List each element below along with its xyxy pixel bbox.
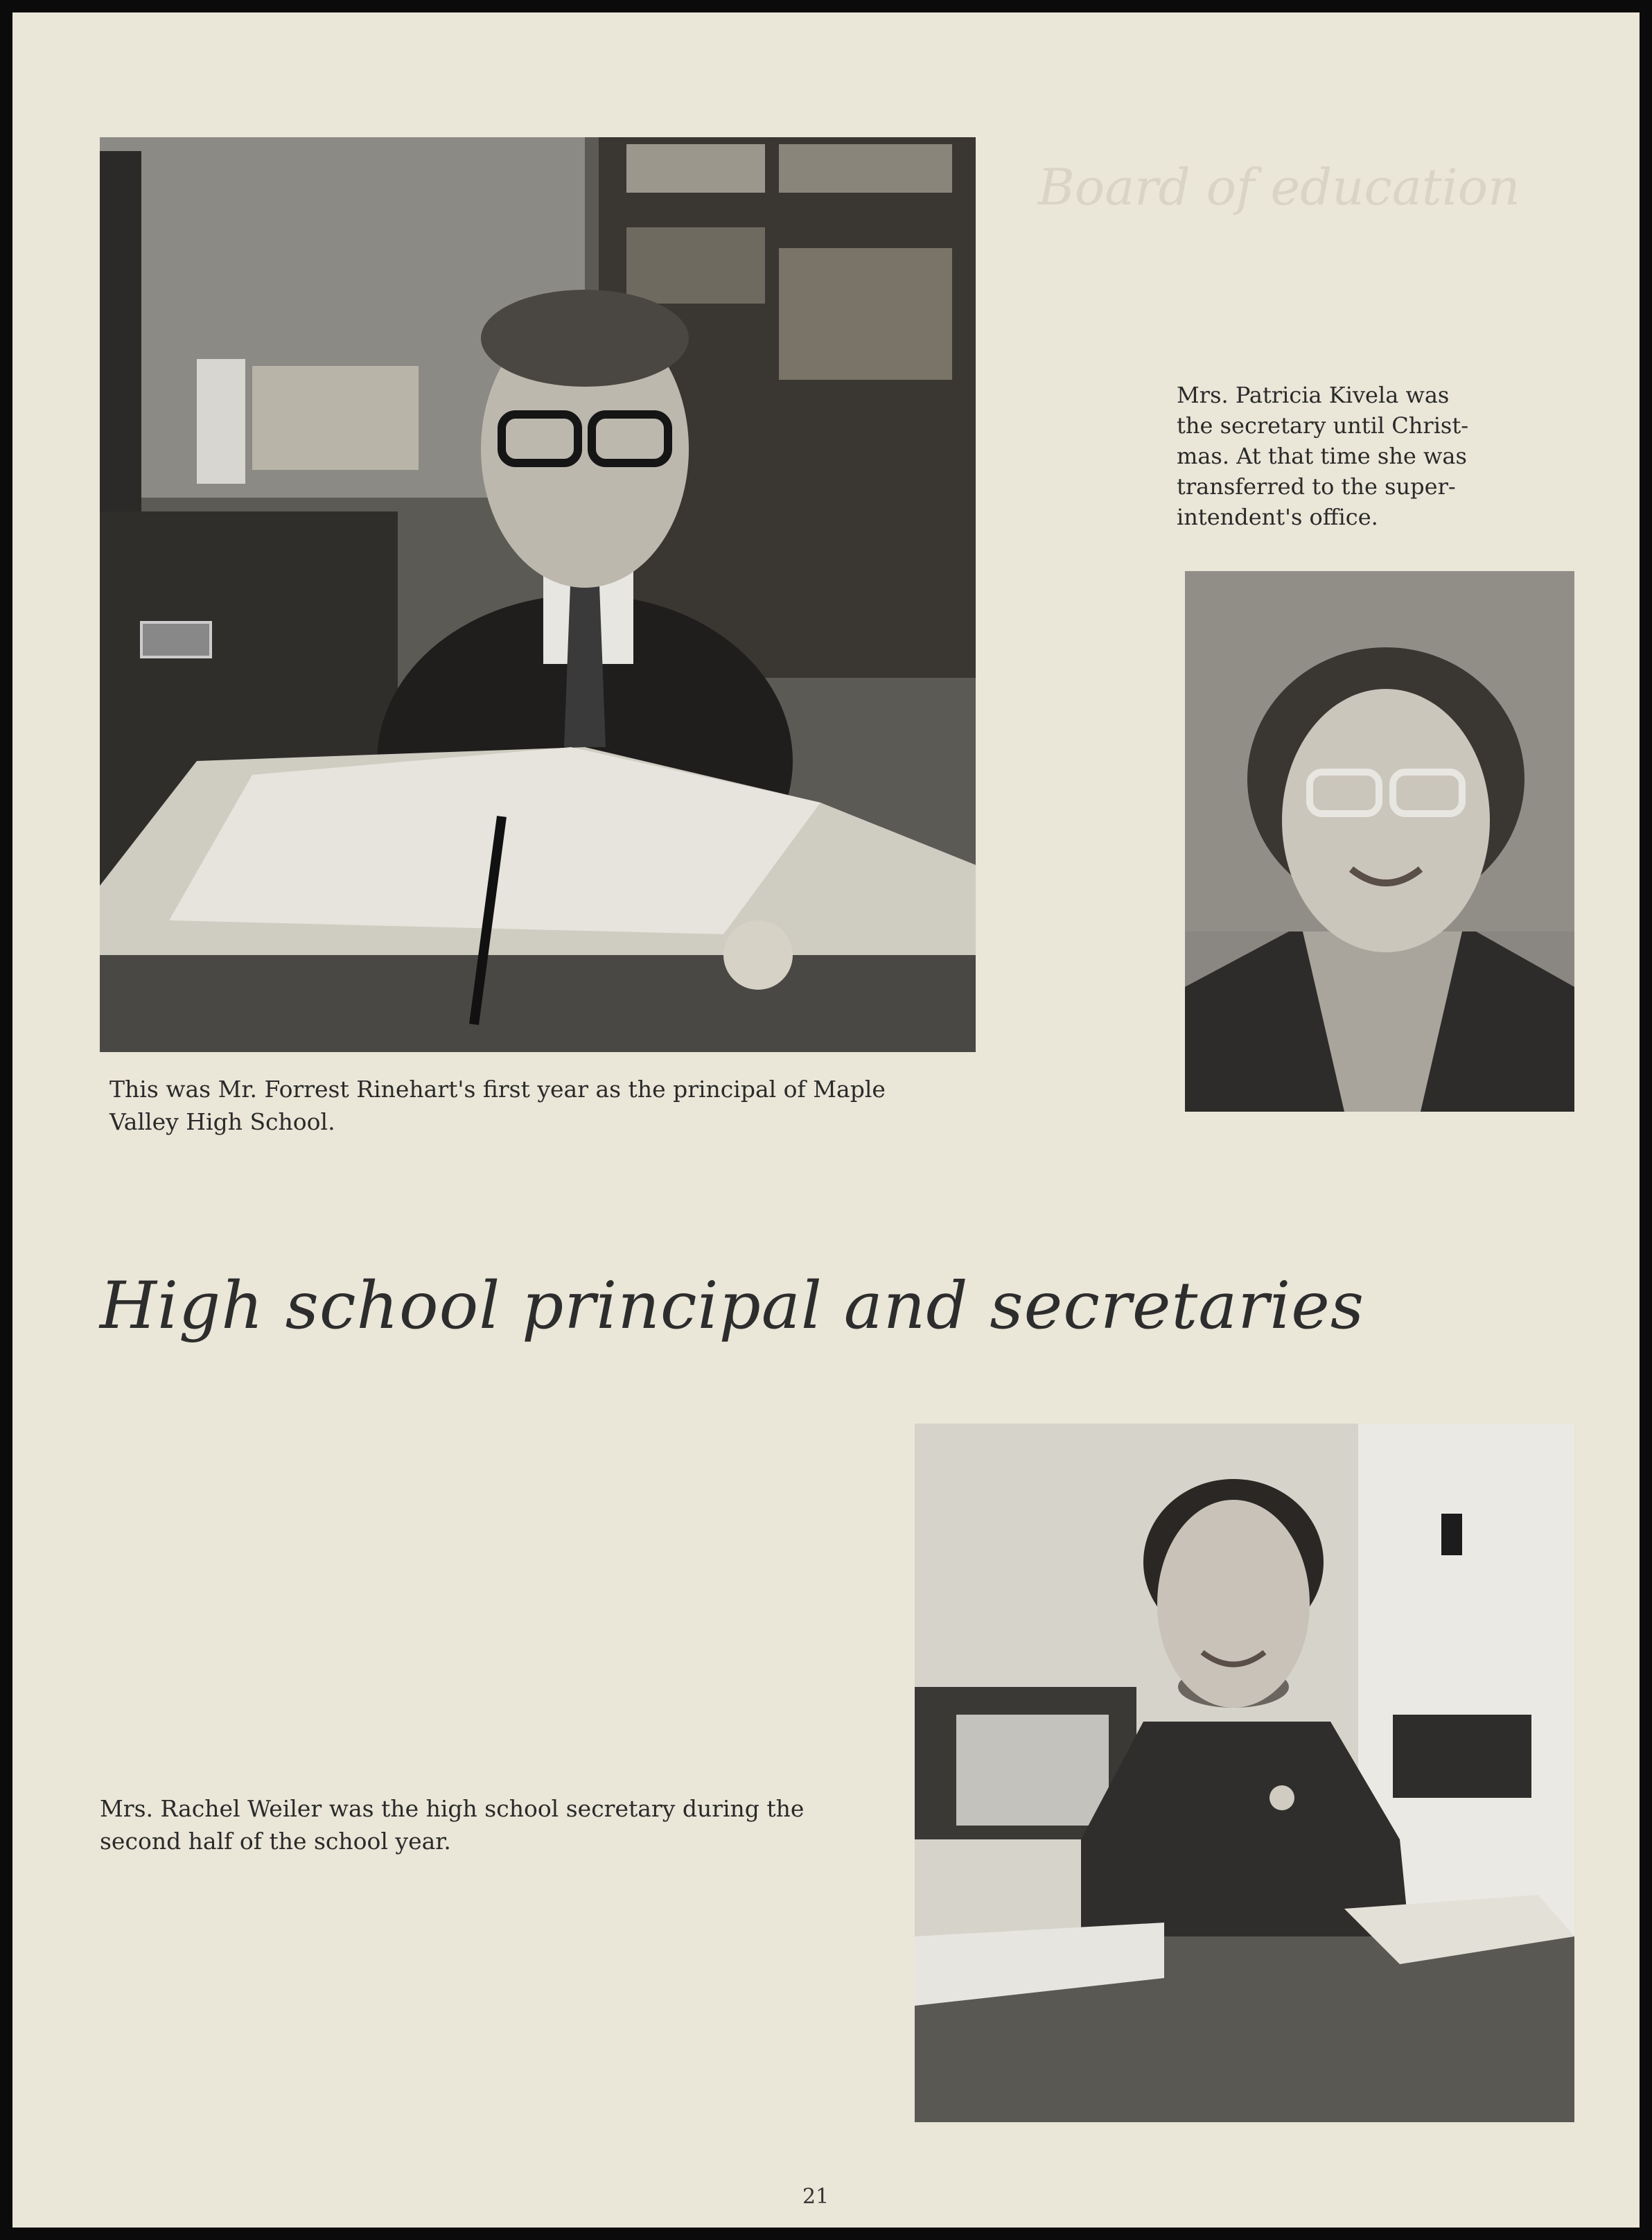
page-number: 21: [802, 2185, 829, 2209]
weiler-caption: [100, 1792, 804, 1857]
caption-line: transferred to the super-: [1177, 473, 1456, 500]
principal-caption: [109, 1073, 886, 1138]
caption-line: the secretary until Christ-: [1177, 412, 1469, 439]
weiler-photo: [915, 1424, 1574, 2122]
bleed-through-heading: Board of education: [1038, 158, 1520, 216]
caption-line: second half of the school year.: [100, 1828, 451, 1855]
page-headline: High school principal and secretaries: [100, 1268, 1365, 1344]
caption-line: Mrs. Patricia Kivela was: [1177, 382, 1450, 408]
caption-line: intendent's office.: [1177, 504, 1378, 530]
weiler-at-desk-icon: [915, 1424, 1574, 2122]
caption-line: mas. At that time she was: [1177, 443, 1467, 469]
principal-photo: [100, 137, 976, 1052]
caption-line: Valley High School.: [109, 1108, 335, 1135]
kivela-photo: [1185, 571, 1574, 1112]
kivela-caption: [1177, 380, 1468, 532]
caption-line: This was Mr. Forrest Rinehart's first year as the principal of Maple: [109, 1076, 886, 1103]
kivela-portrait-icon: [1185, 571, 1574, 1112]
caption-line: Mrs. Rachel Weiler was the high school secretary during the: [100, 1795, 805, 1822]
yearbook-page: [12, 12, 1640, 2228]
principal-portrait-icon: [100, 137, 976, 1052]
